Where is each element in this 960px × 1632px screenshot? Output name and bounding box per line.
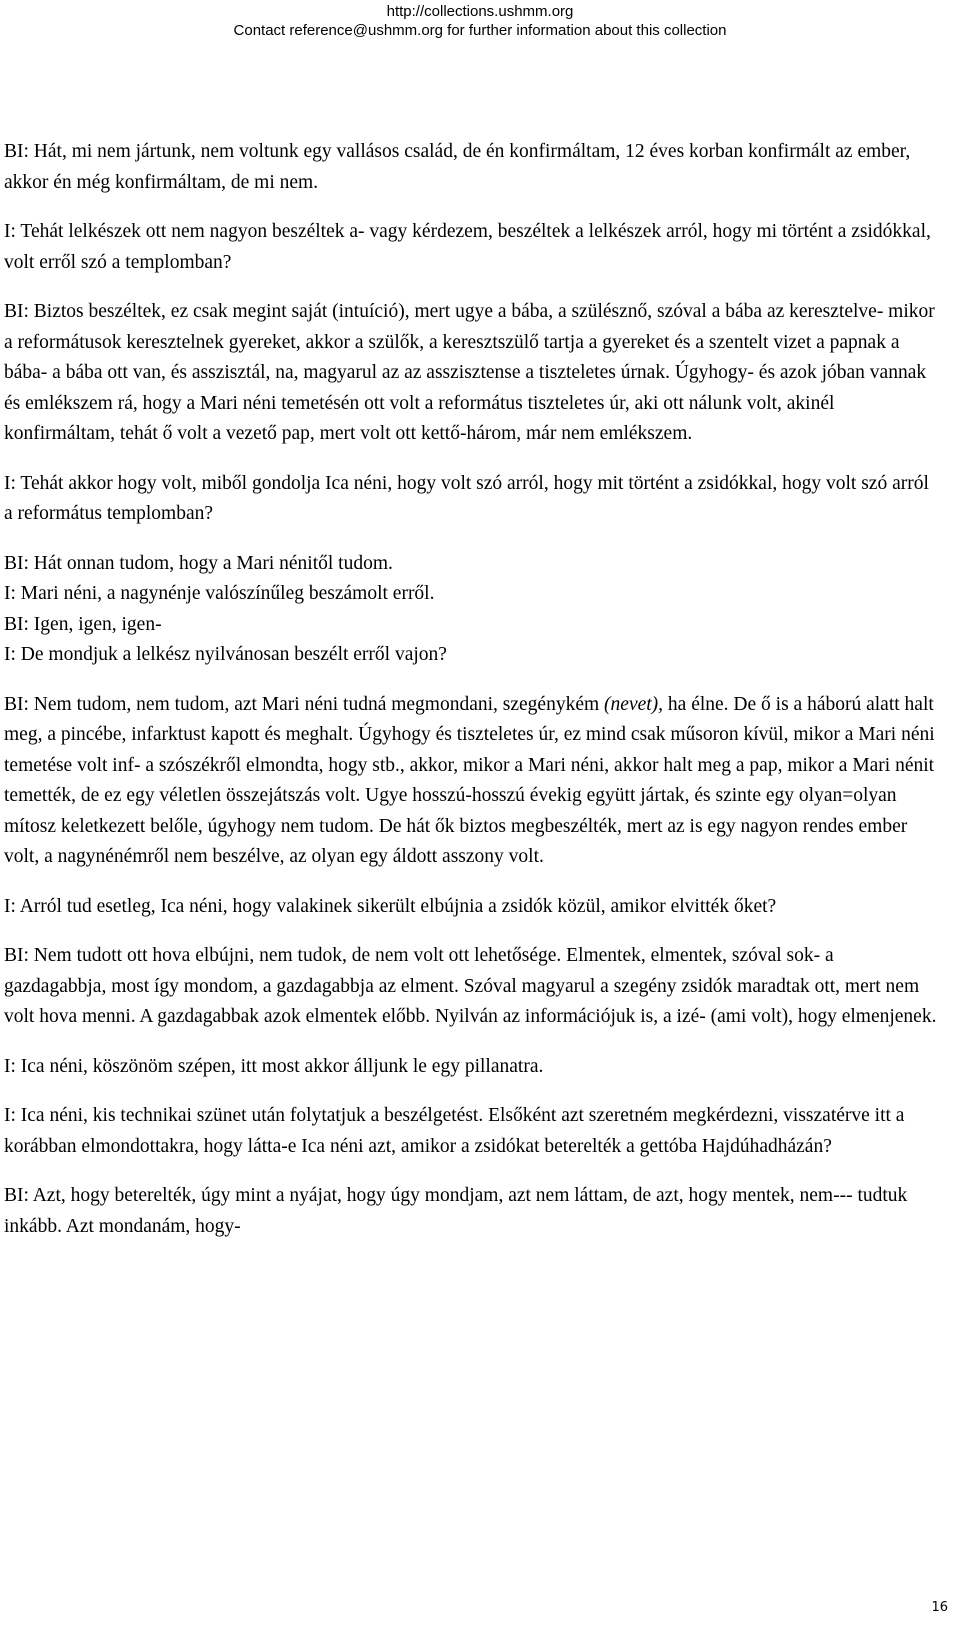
paragraph: I: Tehát lelkészek ott nem nagyon beszéltek a- vagy kérdezem, beszéltek a lelkészek arról, hogy mi történt a zsidókkal, volt erről szó a templomban? bbox=[4, 221, 931, 273]
paragraph-with-italic bbox=[4, 690, 940, 873]
paragraph: I: Ica néni, köszönöm szépen, itt most akkor álljunk le egy pillanatra. bbox=[4, 1055, 544, 1077]
transcript-line: I: Mari néni, a nagynénje valószínűleg beszámolt erről. bbox=[4, 583, 435, 604]
collection-url: http://collections.ushmm.org bbox=[386, 3, 574, 20]
text-segment: BI: Nem tudom, nem tudom, azt Mari néni tudná megmondani, szegénykém bbox=[4, 693, 605, 715]
short-exchange bbox=[4, 549, 940, 671]
contact-line: Contact reference@ushmm.org for further information about this collection bbox=[233, 22, 727, 39]
paragraph: BI: Nem tudott ott hova elbújni, nem tudok, de nem volt ott lehetősége. Elmentek, elmentek, szóval sok- a gazdagabbja, most így mondom, a gazdagabbja az elment. Szóval magyarul a szegény zsidók maradtak ott, mert nem volt hova menni. A gazdagabbak azok elmentek előbb. Nyilván az információjuk is, a izé- (ami volt), hogy elmenjenek. bbox=[4, 945, 937, 1027]
paragraph: BI: Hát, mi nem jártunk, nem voltunk egy vallásos család, de én konfirmáltam, 12 éves korban konfirmált az ember, akkor én még konfirmáltam, de mi nem. bbox=[4, 141, 911, 193]
paragraph: BI: Biztos beszéltek, ez csak megint saját (intuíció), mert ugye a bába, a szülésznő, szóval a bába az keresztelve- mikor a reformátusok keresztelnek gyereket, akkor a szülők, a keresztszülő tartja a gyereket és a szentelt vizet a papnak a bába- a bába ott van, és asszisztál, na, magyarul az az asszisztense a tiszteletes úrnak. Úgyhogy- és azok jóban vannak és emlékszem rá, hogy a Mari néni temetésén ott volt a református tiszteletes úr, aki ott nálunk volt, akinél konfirmáltam, tehát ő volt a vezető pap, mert volt ott kettő-három, már nem emlékszem. bbox=[4, 301, 935, 444]
transcript-body bbox=[4, 137, 940, 1261]
transcript-line: BI: Igen, igen, igen- bbox=[4, 613, 162, 635]
transcript-line: I: De mondjuk a lelkész nyilvánosan beszélt erről vajon? bbox=[4, 644, 447, 665]
transcript-line: BI: Hát onnan tudom, hogy a Mari nénitől tudom. bbox=[4, 552, 393, 574]
italic-annotation: (nevet), bbox=[604, 693, 664, 715]
page-number: 16 bbox=[931, 1600, 948, 1615]
text-segment: ha élne. De ő is a háború alatt halt meg, a pincébe, infarktust kapott és meghalt. Úgyhogy és tiszteletes úr, ez mind csak műsoron kívül, mikor a Mari néni temetése volt inf- a szószékről elmondta, hogy stb., akkor, mikor a Mari néni, akkor halt meg a pap, mikor a Mari nénit temették, de ez egy véletlen összejátszás volt. Ugye hosszú-hosszú évekig együtt jártak, és szinte egy olyan=olyan mítosz keletkezett belőle, úgyhogy nem tudom. De hát ők biztos megbeszélték, mert az is egy nagyon rendes ember volt, a nagynénémről nem beszélve, az olyan egy áldott asszony volt. bbox=[4, 693, 935, 867]
paragraph: BI: Azt, hogy beterelték, úgy mint a nyájat, hogy úgy mondjam, azt nem láttam, de azt, hogy mentek, nem--- tudtuk inkább. Azt mondanám, hogy- bbox=[4, 1185, 908, 1237]
paragraph: I: Arról tud esetleg, Ica néni, hogy valakinek sikerült elbújnia a zsidók közül, amikor elvitték őket? bbox=[4, 895, 777, 917]
page-header bbox=[0, 2, 960, 40]
paragraph: I: Tehát akkor hogy volt, miből gondolja Ica néni, hogy volt szó arról, hogy mit történt a zsidókkal, hogy volt szó arról a református templomban? bbox=[4, 472, 929, 524]
paragraph: I: Ica néni, kis technikai szünet után folytatjuk a beszélgetést. Elsőként azt szeretném megkérdezni, visszatérve itt a korábban elmondottakra, hogy látta-e Ica néni azt, amikor a zsidókat beterelték a gettóba Hajdúhadházán? bbox=[4, 1105, 905, 1157]
